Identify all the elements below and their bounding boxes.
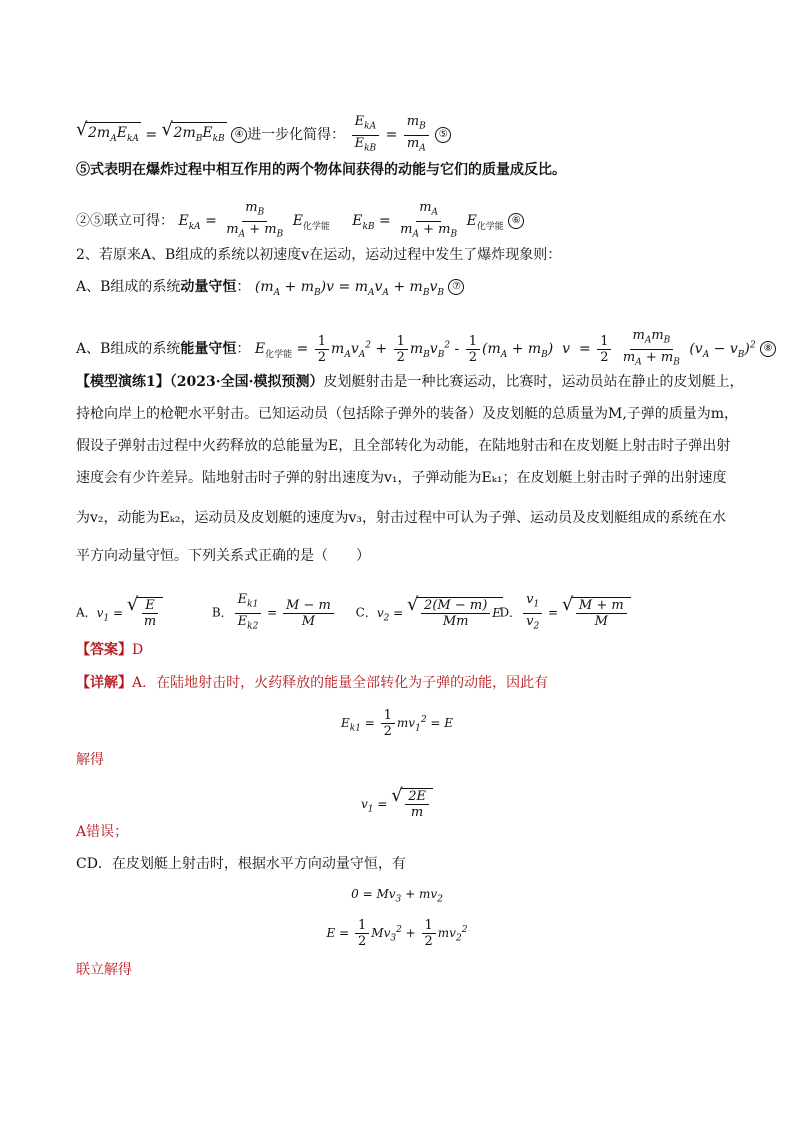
problem-line-1	[76, 372, 744, 392]
text-colon-2: ：	[236, 341, 251, 358]
eq-number-8: ⑧	[760, 341, 776, 357]
detail-line	[76, 673, 734, 693]
eq-number-7: ⑦	[448, 279, 464, 295]
problem-text-1: 皮划艇射击是一种比赛运动，比赛时，运动员站在静止的皮划艇上，	[323, 374, 744, 390]
option-b[interactable]: B． $\frac{E_{k1}}{E_{k2}}$ = $\frac{M - m}{M}$	[212, 592, 352, 634]
eq-number-6: ⑥	[508, 213, 524, 229]
equation-ek1: $E_{k1}$ = $\frac{1}{2}$ $mv_1^2 = E$	[340, 708, 453, 739]
equation-combined: ②⑤联立可得： $E_{kA}$ = $\frac{m_B}{m_A + m_B}$ $E_{化学能}$ $E_{kB}$ = $\frac{m_A}{m_A + m_B}$ $E_{化学能}$ ⑥	[76, 200, 734, 242]
problem-line-6: 平方向动量守恒。下列关系式正确的是（ ）	[76, 548, 370, 564]
text-combine: ②⑤联立可得：	[76, 213, 174, 230]
eq-number-5: ⑤	[435, 127, 451, 143]
equation-v1: $v_1$ = √ $\frac{2E}{m}$	[0, 788, 794, 820]
paragraph-inverse-ratio: ⑤式表明在爆炸过程中相互作用的两个物体间获得的动能与它们的质量成反比。	[76, 162, 566, 178]
equation-momentum: A、B组成的系统动量守恒： $(m_A + m_B)v = m_Av_A + m_Bv_B$ ⑦	[76, 277, 734, 303]
text-simplify: 进一步化简得：	[247, 127, 346, 144]
text-cd: CD．在皮划艇上射击时，根据水平方向动量守恒，有	[76, 856, 406, 872]
text-a-wrong: A错误；	[76, 824, 129, 840]
detail-text: A．在陆地射击时，火药释放的能量全部转化为子弹的动能，因此有	[132, 675, 549, 691]
problem-tag: 【模型演练1】	[76, 374, 170, 390]
answer-line	[76, 640, 734, 660]
option-d[interactable]: D． $\frac{v_1}{v_2}$ = √ $\frac{M + m}{M}$	[499, 592, 630, 634]
text-solve: 解得	[76, 752, 104, 768]
answer-options	[76, 592, 734, 634]
answer-tag: 【答案】	[76, 642, 132, 658]
detail-tag: 【详解】	[76, 675, 132, 691]
equation-kinetic-ratio: √ $2m_AE_{kA}$ = √ $2m_BE_{kB}$ ④ 进一步化简得： $\frac{E_{kA}}{E_{kB}}$ = $\frac{m_B}{m_A}$ ⑤	[76, 114, 734, 156]
option-a[interactable]: A．$v_1$ = √ $\frac{E}{m}$	[76, 597, 208, 629]
equation-momentum-zero: $0 = Mv_3 + mv_2$	[351, 887, 443, 905]
answer-value: D	[132, 642, 144, 658]
text-energy: 能量守恒	[180, 341, 237, 358]
text-combine-solve: 联立解得	[76, 962, 132, 978]
text-system-2: A、B组成的系统	[76, 341, 181, 358]
problem-line-3: 假设子弹射击过程中火药释放的总能量为E，且全部转化为动能，在陆地射击和在皮划艇上射击时子弹出射	[76, 438, 731, 454]
text-momentum: 动量守恒	[180, 279, 237, 295]
problem-line-2: 持枪向岸上的枪靶水平射击。已知运动员（包括除子弹外的装备）及皮划艇的总质量为M,子弹的质量为m，	[76, 406, 739, 422]
text-colon: ：	[236, 279, 251, 295]
eq-number-4: ④	[231, 127, 247, 143]
equation-energy-e: E = $\frac{1}{2}$ $Mv_3^2$ + $\frac{1}{2}$ $mv_2^2$	[326, 918, 468, 949]
problem-line-5: 为v₂，动能为Eₖ₂，运动员及皮划艇的速度为v₃，射击过程中可认为子弹、运动员及皮划艇组成的系统在水	[76, 510, 726, 526]
paragraph-initial-velocity: 2、若原来A、B组成的系统以初速度v在运动，运动过程中发生了爆炸现象则：	[76, 247, 562, 263]
text-system: A、B组成的系统	[76, 279, 181, 295]
option-c[interactable]: C．$v_2$ = √ $\frac{2(M - m)}{Mm}$ E	[356, 597, 496, 629]
problem-source: （2023·全国·模拟预测）	[169, 374, 324, 390]
equation-energy: A、B组成的系统能量守恒： $E_{化学能}$ = $\frac{1}{2}$ $m_Av_A^2$ + $\frac{1}{2}$ $m_Bv_B^2$ - $\frac{1}{2}$ $(m_A + m_B) v$ = $\frac{1}{2}$ $\frac{m_Am_B}{m_A + m_B}$ $(v_A - v_B)^2$ ⑧	[76, 328, 734, 370]
problem-line-4: 速度会有少许差异。陆地射击时子弹的射出速度为v₁，子弹动能为Eₖ₁；在皮划艇上射击时子弹的出射速度	[76, 470, 727, 486]
